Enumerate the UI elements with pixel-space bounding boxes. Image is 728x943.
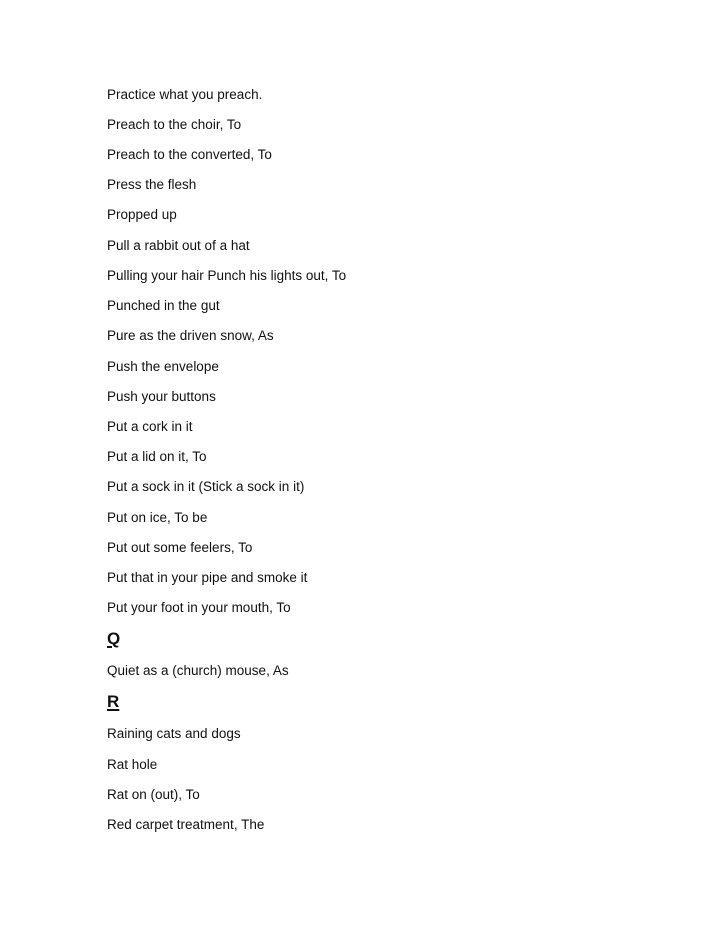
- list-item: Raining cats and dogs: [107, 726, 241, 741]
- list-item: Put a cork in it: [107, 419, 193, 434]
- list-item: Pulling your hair Punch his lights out, To: [107, 268, 347, 283]
- list-item: Put a sock in it (Stick a sock in it): [107, 479, 305, 494]
- list-item: Red carpet treatment, The: [107, 817, 265, 832]
- list-item: Press the flesh: [107, 177, 197, 192]
- list-item: Propped up: [107, 207, 177, 222]
- list-item: Preach to the choir, To: [107, 117, 242, 132]
- list-item: Rat on (out), To: [107, 787, 200, 802]
- list-item: Put out some feelers, To: [107, 540, 253, 555]
- section-heading-r: R: [107, 692, 120, 711]
- list-item: Put your foot in your mouth, To: [107, 600, 291, 615]
- list-item: Pull a rabbit out of a hat: [107, 238, 250, 253]
- list-item: Push the envelope: [107, 359, 219, 374]
- list-item: Preach to the converted, To: [107, 147, 272, 162]
- list-item: Punched in the gut: [107, 298, 220, 313]
- list-item: Put that in your pipe and smoke it: [107, 570, 308, 585]
- list-item: Put on ice, To be: [107, 510, 208, 525]
- list-item: Put a lid on it, To: [107, 449, 207, 464]
- section-heading-q: Q: [107, 629, 121, 648]
- list-item: Practice what you preach.: [107, 87, 263, 102]
- list-item: Quiet as a (church) mouse, As: [107, 663, 289, 678]
- list-item: Push your buttons: [107, 389, 216, 404]
- list-item: Pure as the driven snow, As: [107, 328, 274, 343]
- list-item: Rat hole: [107, 757, 158, 772]
